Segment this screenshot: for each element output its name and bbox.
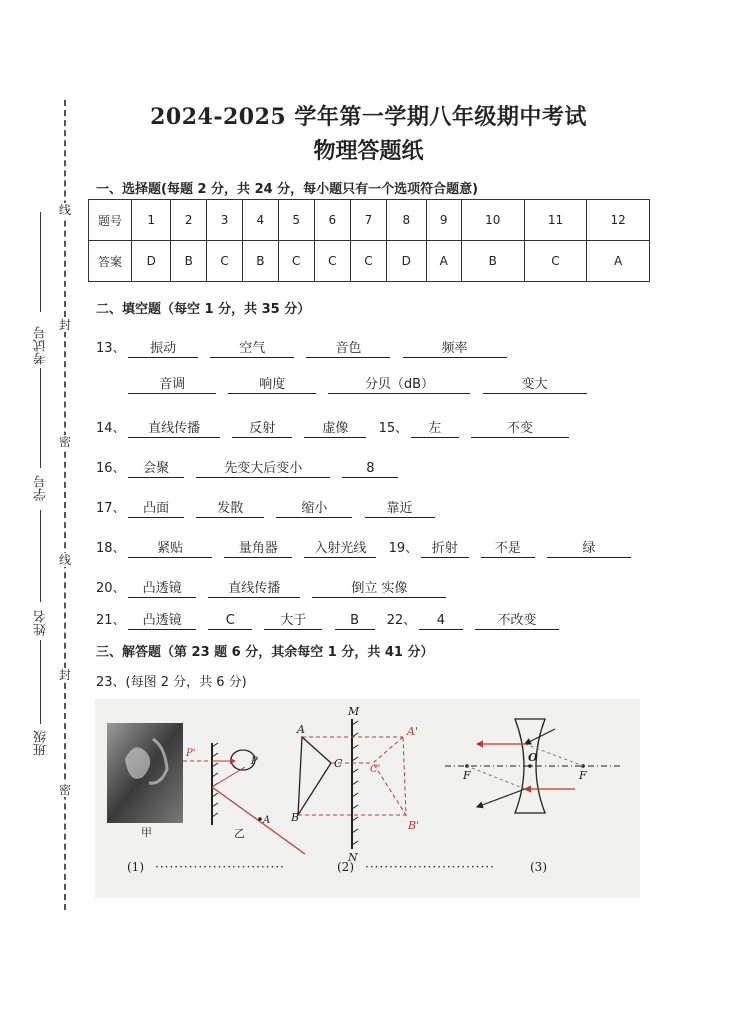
answer-cell: C xyxy=(314,241,350,282)
student-number-label: 学号 xyxy=(34,475,49,501)
question-number: 1 xyxy=(132,200,171,241)
fill-blank: 绿 xyxy=(547,541,631,558)
cut-mark-mi-2: 密 xyxy=(58,783,71,797)
fill-blank: 倒立 实像 xyxy=(312,581,446,598)
fill-blank: 音色 xyxy=(306,341,390,358)
fill-blank: 不是 xyxy=(481,541,535,558)
label-o: O xyxy=(528,751,538,764)
q21-q22-line xyxy=(96,609,567,630)
exam-number-label: 考试号 xyxy=(34,326,49,365)
answer-cell: D xyxy=(132,241,171,282)
q20-line xyxy=(96,577,454,598)
cut-mark-mi: 密 xyxy=(58,435,71,449)
fill-blank: 变大 xyxy=(483,377,587,394)
answer-cell: C xyxy=(524,241,587,282)
q13-line-2 xyxy=(96,377,595,394)
answer-cell: A xyxy=(426,241,461,282)
fill-blank: 不变 xyxy=(471,421,569,438)
fill-blank: 不改变 xyxy=(475,613,559,630)
question-number: 2 xyxy=(171,200,207,241)
question-number-row xyxy=(89,200,650,241)
fill-blank: 直线传播 xyxy=(208,581,300,598)
fill-blank: 量角器 xyxy=(224,541,292,558)
fill-blank: 紧贴 xyxy=(128,541,212,558)
label-m: M xyxy=(348,705,360,718)
label-c-prime: C' xyxy=(370,764,381,775)
multiple-choice-answer-table xyxy=(88,199,650,282)
caption-dots-2: ··························· xyxy=(365,860,495,874)
fill-blank: 大于 xyxy=(264,613,322,630)
row-header-answer: 答案 xyxy=(89,241,132,282)
q17-line xyxy=(96,497,443,518)
fill-blank: 靠近 xyxy=(365,501,435,518)
answer-cell: C xyxy=(278,241,314,282)
section-2-heading: 二、填空题（每空 1 分，共 35 分） xyxy=(96,302,311,317)
class-blank xyxy=(40,640,41,724)
incident-ray-top xyxy=(525,729,555,744)
cut-mark-xian: 线 xyxy=(58,203,71,217)
label-n: N xyxy=(348,851,358,864)
label-p: P xyxy=(251,756,258,767)
section-1-heading: 一、选择题(每题 2 分，共 24 分，每小题只有一个选项符合题意) xyxy=(96,182,479,197)
label-f-right: F xyxy=(579,769,587,782)
class-label: 班级 xyxy=(34,730,49,756)
q22-number: 22、 xyxy=(386,613,417,628)
question-number: 3 xyxy=(206,200,242,241)
answer-cell: A xyxy=(587,241,650,282)
fill-blank: 振动 xyxy=(128,341,198,358)
fill-blank: 虚像 xyxy=(304,421,366,438)
question-number: 9 xyxy=(426,200,461,241)
label-b-prime: B' xyxy=(408,819,420,832)
label-a: A xyxy=(297,723,305,736)
fill-blank: C xyxy=(208,613,252,630)
answer-cell: B xyxy=(243,241,279,282)
q14-number: 14、 xyxy=(96,421,126,436)
q18-number: 18、 xyxy=(96,541,126,556)
caption-dots-1: ··························· xyxy=(155,860,285,874)
q17-number: 17、 xyxy=(96,501,126,516)
row-header-question: 题号 xyxy=(89,200,132,241)
question-number: 8 xyxy=(387,200,426,241)
question-number: 5 xyxy=(278,200,314,241)
answer-cell: B xyxy=(461,241,524,282)
name-blank xyxy=(40,510,41,602)
exam-subtitle: 物理答题纸 xyxy=(313,138,424,164)
label-a-prime: A' xyxy=(407,725,418,738)
fill-blank: 左 xyxy=(411,421,459,438)
point-a-dot xyxy=(258,817,262,821)
q23-answer-figure xyxy=(95,699,640,898)
label-p-prime: P' xyxy=(186,748,196,759)
fill-blank: 音调 xyxy=(128,377,216,394)
fill-blank: 发散 xyxy=(196,501,264,518)
label-jia: 甲 xyxy=(141,826,152,839)
cut-mark-feng-2: 封 xyxy=(58,668,71,682)
fill-blank: 8 xyxy=(342,461,398,478)
label-c: C xyxy=(334,757,343,770)
optical-center-dot xyxy=(528,764,532,768)
fill-blank: 凸面 xyxy=(128,501,184,518)
q21-number: 21、 xyxy=(96,613,126,628)
fill-blank: 会聚 xyxy=(128,461,184,478)
fill-blank: 频率 xyxy=(403,341,507,358)
q16-number: 16、 xyxy=(96,461,126,476)
fill-blank: 响度 xyxy=(228,377,316,394)
student-number-blank xyxy=(40,368,41,468)
fill-blank: 缩小 xyxy=(276,501,352,518)
fill-blank: 凸透镜 xyxy=(128,613,196,630)
answer-cell: B xyxy=(171,241,207,282)
caption-2: (2) xyxy=(337,860,354,874)
label-b: B xyxy=(291,811,300,824)
label-yi: 乙 xyxy=(234,827,245,840)
name-label: 姓名 xyxy=(34,610,49,636)
fill-blank: 折射 xyxy=(421,541,469,558)
q18-q19-line xyxy=(96,537,639,558)
q16-line xyxy=(96,457,406,478)
triangle-abc xyxy=(298,737,331,815)
fill-blank: 4 xyxy=(419,613,463,630)
q20-number: 20、 xyxy=(96,581,126,596)
caption-1: (1) xyxy=(127,860,144,874)
fill-blank: 凸透镜 xyxy=(128,581,196,598)
question-number: 4 xyxy=(243,200,279,241)
question-number: 10 xyxy=(461,200,524,241)
fill-blank: 空气 xyxy=(210,341,294,358)
exam-title: 2024-2025 学年第一学期八年级期中考试 xyxy=(150,104,587,130)
fill-blank: 直线传播 xyxy=(128,421,220,438)
caption-3: (3) xyxy=(530,860,547,874)
answer-cell: D xyxy=(387,241,426,282)
q15-number: 15、 xyxy=(378,421,409,436)
fill-blank: 分贝（dB） xyxy=(328,377,470,394)
label-f-left: F xyxy=(463,769,471,782)
q13-line-1 xyxy=(96,337,515,358)
q19-number: 19、 xyxy=(388,541,419,556)
question-number: 11 xyxy=(524,200,587,241)
q14-q15-line xyxy=(96,417,577,438)
cut-mark-xian-2: 线 xyxy=(58,553,71,567)
fill-blank: 先变大后变小 xyxy=(196,461,330,478)
q23-diagrams xyxy=(95,699,640,898)
exam-number-blank xyxy=(40,212,41,312)
section-3-heading: 三、解答题（第 23 题 6 分，其余每空 1 分，共 41 分） xyxy=(96,645,434,660)
label-point-a: A xyxy=(263,815,271,826)
question-number: 6 xyxy=(314,200,350,241)
question-number: 7 xyxy=(350,200,386,241)
cut-mark-feng: 封 xyxy=(58,318,71,332)
answer-cell: C xyxy=(206,241,242,282)
answer-row xyxy=(89,241,650,282)
answer-cell: C xyxy=(350,241,386,282)
fill-blank: 反射 xyxy=(232,421,292,438)
q23-heading: 23、(每图 2 分，共 6 分) xyxy=(96,675,247,690)
fill-blank: 入射光线 xyxy=(304,541,376,558)
q13-number: 13、 xyxy=(96,341,126,356)
question-number: 12 xyxy=(587,200,650,241)
fill-blank: B xyxy=(335,613,375,630)
